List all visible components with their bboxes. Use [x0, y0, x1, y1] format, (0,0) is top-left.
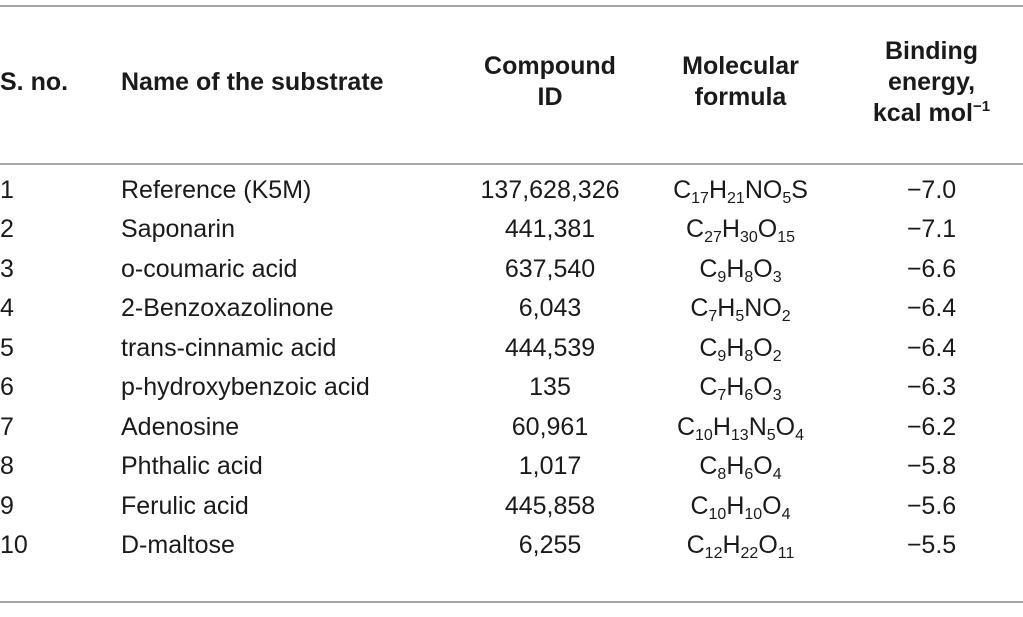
cell-substrate-name: Ferulic acid	[121, 491, 249, 520]
cell-sno: 10	[0, 531, 28, 560]
cell-compound-id: 137,628,326	[480, 175, 620, 204]
header-sno: S. no.	[0, 67, 69, 96]
formula-subscript: 8	[744, 347, 754, 365]
cell-molecular-formula	[641, 407, 840, 447]
formula-element: C	[690, 491, 709, 520]
cell-molecular-formula	[641, 328, 840, 368]
formula-element: C	[699, 333, 718, 362]
cell-substrate-name: p-hydroxybenzoic acid	[121, 373, 370, 402]
cell-compound-id: 6,043	[518, 294, 582, 323]
header-formula-line1: Molecular	[682, 52, 799, 80]
cell-substrate-name: trans-cinnamic acid	[121, 333, 337, 362]
cell-molecular-formula	[641, 210, 840, 250]
cell-sno: 8	[0, 452, 14, 481]
cell-substrate-name: Saponarin	[121, 215, 235, 244]
formula-subscript: 15	[777, 229, 795, 247]
formula-element: NO	[744, 294, 782, 323]
cell-molecular-formula	[641, 368, 840, 408]
formula-element: C	[686, 531, 705, 560]
table-row	[0, 164, 1023, 210]
formula-element: C	[673, 175, 692, 204]
formula-element: C	[699, 254, 718, 283]
formula-subscript: 13	[730, 426, 749, 444]
header-energy-unit: kcal mol	[872, 98, 973, 127]
cell-compound-id: 1,017	[518, 452, 582, 481]
formula-subscript: 8	[717, 466, 727, 484]
cell-binding-energy: −7.1	[906, 215, 957, 244]
formula-element: C	[676, 412, 696, 441]
cell-binding-energy: −6.4	[906, 294, 957, 323]
cell-compound-id: 445,858	[504, 491, 596, 520]
formula-element: H	[708, 175, 728, 204]
formula-element: O	[753, 254, 773, 283]
formula-element: C	[690, 294, 709, 323]
cell-sno: 6	[0, 373, 14, 402]
formula-element: H	[717, 294, 736, 323]
cell-molecular-formula	[641, 526, 840, 566]
formula-element: H	[726, 333, 745, 362]
cell-compound-id: 637,540	[504, 254, 596, 283]
formula-subscript: 6	[744, 466, 754, 484]
cell-binding-energy: −6.3	[906, 373, 957, 402]
cell-binding-energy: −6.6	[906, 254, 957, 283]
header-binding-energy	[840, 0, 1023, 164]
formula-subscript: 6	[744, 387, 754, 405]
cell-molecular-formula	[641, 249, 840, 289]
cell-molecular-formula	[641, 447, 840, 487]
cell-substrate-name: Adenosine	[121, 412, 240, 441]
formula-subscript: 3	[772, 268, 782, 286]
header-substrate-name: Name of the substrate	[121, 67, 384, 96]
cell-substrate-name: Reference (K5M)	[121, 175, 312, 204]
table-row	[0, 526, 1023, 566]
header-energy-unit-exponent: −1	[972, 97, 991, 115]
formula-element: H	[721, 215, 740, 244]
formula-element: H	[712, 412, 731, 441]
formula-subscript: 11	[777, 545, 795, 563]
formula-element: S	[791, 175, 808, 204]
header-energy-line1: Binding	[884, 36, 979, 65]
cell-sno: 3	[0, 254, 14, 283]
cell-molecular-formula	[641, 289, 840, 329]
table-row	[0, 447, 1023, 487]
header-compound-id	[459, 0, 641, 164]
formula-element: H	[726, 452, 745, 481]
formula-element: N	[748, 412, 767, 441]
formula-subscript: 4	[772, 466, 782, 484]
formula-subscript: 10	[744, 505, 763, 523]
table-row	[0, 368, 1023, 408]
cell-molecular-formula	[641, 486, 840, 526]
formula-subscript: 21	[727, 189, 745, 207]
table-row	[0, 249, 1023, 289]
formula-subscript: 30	[739, 229, 758, 247]
formula-subscript: 12	[704, 545, 723, 563]
formula-element: C	[699, 452, 718, 481]
cell-sno: 2	[0, 215, 14, 244]
table-bottom-rule	[0, 601, 1023, 603]
formula-subscript: 5	[782, 189, 792, 207]
cell-binding-energy: −6.2	[906, 412, 957, 441]
cell-binding-energy: −5.8	[906, 452, 957, 481]
formula-subscript: 2	[781, 308, 791, 326]
formula-element: H	[726, 491, 745, 520]
header-formula-line2: formula	[694, 83, 787, 111]
formula-element: NO	[744, 175, 783, 204]
cell-sno: 5	[0, 333, 14, 362]
cell-substrate-name: D-maltose	[121, 531, 235, 560]
cell-molecular-formula	[641, 164, 840, 210]
formula-element: C	[686, 215, 705, 244]
formula-subscript: 7	[717, 387, 727, 405]
formula-subscript: 10	[695, 426, 713, 444]
formula-element: O	[775, 412, 796, 441]
formula-subscript: 5	[735, 308, 745, 326]
cell-binding-energy: −5.5	[906, 531, 957, 560]
formula-element: O	[753, 333, 773, 362]
header-energy-line2: energy,	[887, 67, 976, 96]
header-compound-id-line2: ID	[537, 83, 563, 111]
cell-compound-id: 6,255	[518, 531, 582, 560]
formula-element: O	[757, 215, 778, 244]
formula-subscript: 27	[704, 229, 722, 247]
table-row	[0, 486, 1023, 526]
table-row	[0, 328, 1023, 368]
formula-element: O	[758, 531, 778, 560]
formula-element: H	[722, 531, 741, 560]
formula-element: C	[699, 373, 718, 402]
formula-subscript: 22	[740, 545, 759, 563]
formula-element: H	[726, 254, 745, 283]
table-header	[0, 0, 1023, 164]
formula-subscript: 7	[708, 308, 718, 326]
table-row	[0, 210, 1023, 250]
formula-element: O	[762, 491, 782, 520]
formula-subscript: 4	[781, 505, 791, 523]
table-body	[0, 164, 1023, 565]
formula-subscript: 5	[766, 426, 776, 444]
formula-subscript: 3	[772, 387, 782, 405]
cell-substrate-name: 2-Benzoxazolinone	[121, 294, 334, 323]
formula-element: O	[753, 452, 773, 481]
cell-binding-energy: −6.4	[906, 333, 957, 362]
cell-substrate-name: o-coumaric acid	[121, 254, 298, 283]
cell-binding-energy: −5.6	[906, 491, 957, 520]
formula-subscript: 9	[717, 347, 727, 365]
formula-subscript: 2	[772, 347, 782, 365]
cell-compound-id: 441,381	[504, 215, 596, 244]
formula-subscript: 10	[708, 505, 727, 523]
header-row	[0, 0, 1023, 164]
cell-compound-id: 444,539	[504, 333, 596, 362]
cell-sno: 4	[0, 294, 14, 323]
cell-sno: 1	[0, 175, 14, 204]
formula-subscript: 8	[744, 268, 754, 286]
formula-subscript: 17	[691, 189, 709, 207]
header-molecular-formula	[641, 0, 840, 164]
formula-element: O	[753, 373, 773, 402]
formula-subscript: 4	[795, 426, 805, 444]
cell-compound-id: 135	[529, 373, 571, 402]
header-compound-id-line1: Compound	[484, 52, 616, 80]
table-row	[0, 407, 1023, 447]
formula-element: H	[726, 373, 745, 402]
cell-substrate-name: Phthalic acid	[121, 452, 263, 481]
cell-sno: 9	[0, 491, 14, 520]
cell-binding-energy: −7.0	[906, 175, 957, 204]
formula-subscript: 9	[717, 268, 727, 286]
cell-compound-id: 60,961	[511, 412, 589, 441]
cell-sno: 7	[0, 412, 14, 441]
table-row	[0, 289, 1023, 329]
